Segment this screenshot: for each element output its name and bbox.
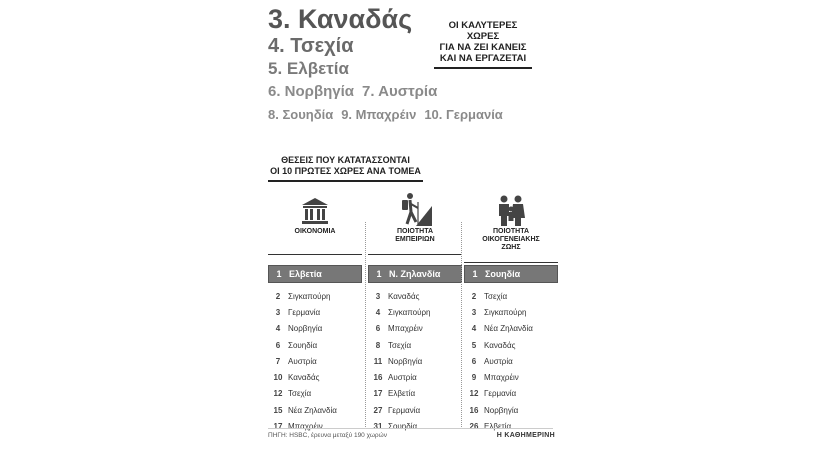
column-experience-list xyxy=(368,288,462,435)
list-item: 12 Τσεχία xyxy=(273,389,312,399)
list-item: 3 Σιγκαπούρη xyxy=(471,307,527,317)
column-family-life-list xyxy=(464,288,558,435)
list-item: 10 Καναδάς xyxy=(273,373,320,383)
column-experience-winner: 1 Ν. Ζηλανδία xyxy=(368,265,462,283)
footer-rule xyxy=(268,428,553,429)
list-item: 8 Τσεχία xyxy=(375,340,412,350)
rank-8-10-line xyxy=(268,108,503,121)
headline xyxy=(434,20,532,69)
list-item: 3 Καναδάς xyxy=(375,291,420,301)
rank-6: 6. Νορβηγία xyxy=(268,83,355,100)
list-item: 6 Μπαχρέιν xyxy=(375,324,423,334)
list-item: 6 Σουηδία xyxy=(275,340,318,350)
section-title-line-2: ΟΙ 10 ΠΡΩΤΕΣ ΧΩΡΕΣ ΑΝΑ ΤΟΜΕΑ xyxy=(270,166,421,176)
list-item: 16 Νορβηγία xyxy=(469,405,519,415)
list-item: 15 Νέα Ζηλανδία xyxy=(273,405,337,415)
section-title-line-1: ΘΕΣΕΙΣ ΠΟΥ ΚΑΤΑΤΑΣΣΟΝΤΑΙ xyxy=(281,155,410,165)
source-note: ΠΗΓΗ: HSBC, έρευνα μεταξύ 190 χωρών xyxy=(268,432,387,439)
column-economy-winner: 1 Ελβετία xyxy=(268,265,362,283)
column-divider xyxy=(461,222,462,427)
rank-4: 4. Τσεχία xyxy=(268,35,354,57)
list-item: 5 Καναδάς xyxy=(471,340,516,350)
list-item: 27 Γερμανία xyxy=(373,405,421,415)
column-economy xyxy=(268,190,362,435)
list-item: 16 Αυστρία xyxy=(373,373,417,383)
list-item: 2 Τσεχία xyxy=(471,291,508,301)
headline-line-1: ΟΙ ΚΑΛΥΤΕΡΕΣ ΧΩΡΕΣ xyxy=(448,20,518,42)
column-divider xyxy=(365,222,366,427)
column-family-life-title: ΠΟΙΟΤΗΤΑ ΟΙΚΟΓΕΝΕΙΑΚΗΣ ΖΩΗΣ xyxy=(464,228,558,263)
column-economy-list xyxy=(268,288,362,435)
family-icon xyxy=(464,190,558,226)
publisher-logo: Η ΚΑΘΗΜΕΡΙΝΗ xyxy=(496,432,555,439)
headline-line-2: ΓΙΑ ΝΑ ΖΕΙ ΚΑΝΕΙΣ xyxy=(439,42,527,53)
headline-line-3: ΚΑΙ ΝΑ ΕΡΓΑΖΕΤΑΙ xyxy=(439,53,527,64)
section-title xyxy=(268,155,423,182)
list-item: 17 Μπαχρέιν xyxy=(273,422,323,432)
list-item: 9 Μπαχρέιν xyxy=(471,373,519,383)
rank-9: 9. Μπαχρέιν xyxy=(341,107,417,122)
list-item: 4 Νέα Ζηλανδία xyxy=(471,324,533,334)
column-economy-title: ΟΙΚΟΝΟΜΙΑ xyxy=(268,228,362,255)
column-experience-title: ΠΟΙΟΤΗΤΑ ΕΜΠΕΙΡΙΩΝ xyxy=(368,228,462,255)
rank-7: 7. Αυστρία xyxy=(362,83,438,100)
list-item: 26 Ελβετία xyxy=(469,422,512,432)
column-experience xyxy=(368,190,462,435)
hiker-icon xyxy=(368,190,462,226)
column-family-life-winner: 1 Σουηδία xyxy=(464,265,558,283)
rank-8: 8. Σουηδία xyxy=(268,107,334,122)
list-item: 4 Σιγκαπούρη xyxy=(375,307,431,317)
list-item: 6 Αυστρία xyxy=(471,356,513,366)
list-item: 4 Νορβηγία xyxy=(275,324,323,334)
rank-6-7-line xyxy=(268,84,437,99)
list-item: 17 Ελβετία xyxy=(373,389,416,399)
column-family-life xyxy=(464,190,558,435)
list-item: 31 Σουηδία xyxy=(373,422,418,432)
rank-10: 10. Γερμανία xyxy=(424,107,503,122)
bank-building-icon xyxy=(268,190,362,226)
rank-3: 3. Καναδάς xyxy=(268,4,413,34)
rank-5: 5. Ελβετία xyxy=(268,59,349,78)
list-item: 11 Νορβηγία xyxy=(373,356,423,366)
list-item: 7 Αυστρία xyxy=(275,356,317,366)
list-item: 12 Γερμανία xyxy=(469,389,517,399)
list-item: 3 Γερμανία xyxy=(275,307,321,317)
list-item: 2 Σιγκαπούρη xyxy=(275,291,331,301)
